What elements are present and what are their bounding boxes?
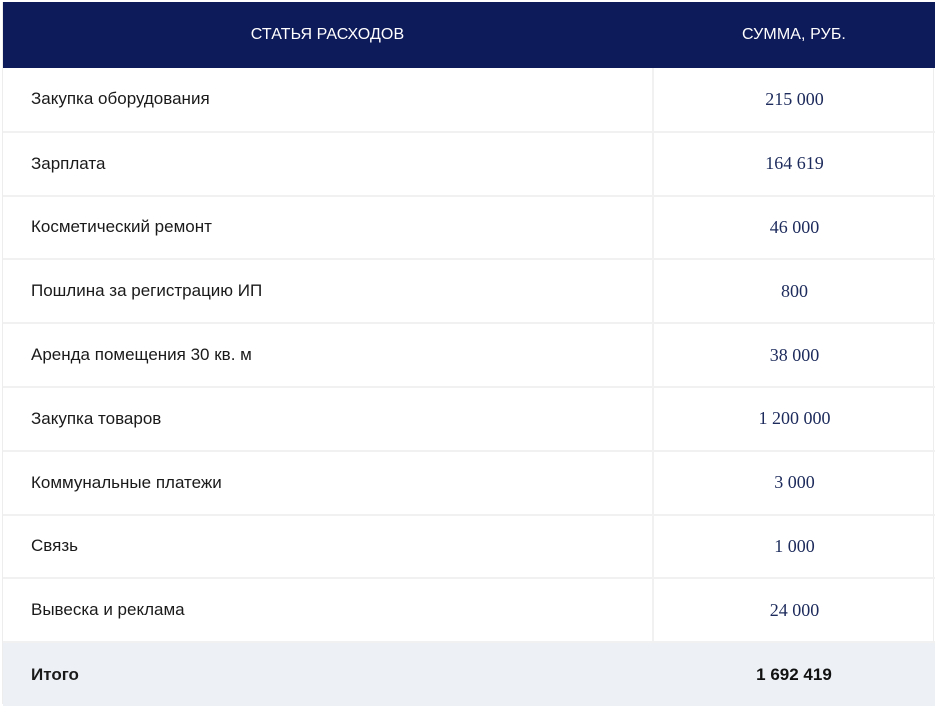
row-amount-cell: 3 000 — [653, 451, 935, 515]
row-amount-cell: 1 000 — [653, 515, 935, 579]
table-header — [3, 2, 935, 68]
total-amount-cell: 1 692 419 — [653, 642, 935, 706]
column-header-item — [3, 2, 653, 68]
table-row — [3, 68, 935, 132]
expenses-table — [3, 2, 935, 706]
row-amount-cell: 38 000 — [653, 323, 935, 387]
row-item-cell: Связь — [3, 515, 653, 579]
row-amount-cell: 46 000 — [653, 196, 935, 260]
row-item-cell: Пошлина за регистрацию ИП — [3, 259, 653, 323]
row-item-cell: Закупка оборудования — [3, 68, 653, 132]
row-item-cell: Закупка товаров — [3, 387, 653, 451]
expenses-table-container — [2, 2, 934, 704]
table-row — [3, 451, 935, 515]
column-header-amount: СУММА, РУБ. — [653, 2, 935, 68]
row-item-cell: Вывеска и реклама — [3, 578, 653, 642]
table-row — [3, 323, 935, 387]
row-item-cell: Косметический ремонт — [3, 196, 653, 260]
table-row — [3, 196, 935, 260]
table-row — [3, 132, 935, 196]
header-row — [3, 2, 935, 68]
row-amount-cell: 215 000 — [653, 68, 935, 132]
total-row — [3, 642, 935, 706]
row-amount-cell: 164 619 — [653, 132, 935, 196]
row-item-cell: Коммунальные платежи — [3, 451, 653, 515]
column-header-item-label: СТАТЬЯ РАСХОДОВ — [250, 26, 405, 43]
table-body — [3, 68, 935, 706]
table-row — [3, 578, 935, 642]
row-item-cell: Зарплата — [3, 132, 653, 196]
row-amount-cell: 800 — [653, 259, 935, 323]
row-item-cell: Аренда помещения 30 кв. м — [3, 323, 653, 387]
table-row — [3, 259, 935, 323]
table-row — [3, 387, 935, 451]
table-row — [3, 515, 935, 579]
total-label-cell: Итого — [3, 642, 653, 706]
row-amount-cell: 24 000 — [653, 578, 935, 642]
row-amount-cell: 1 200 000 — [653, 387, 935, 451]
